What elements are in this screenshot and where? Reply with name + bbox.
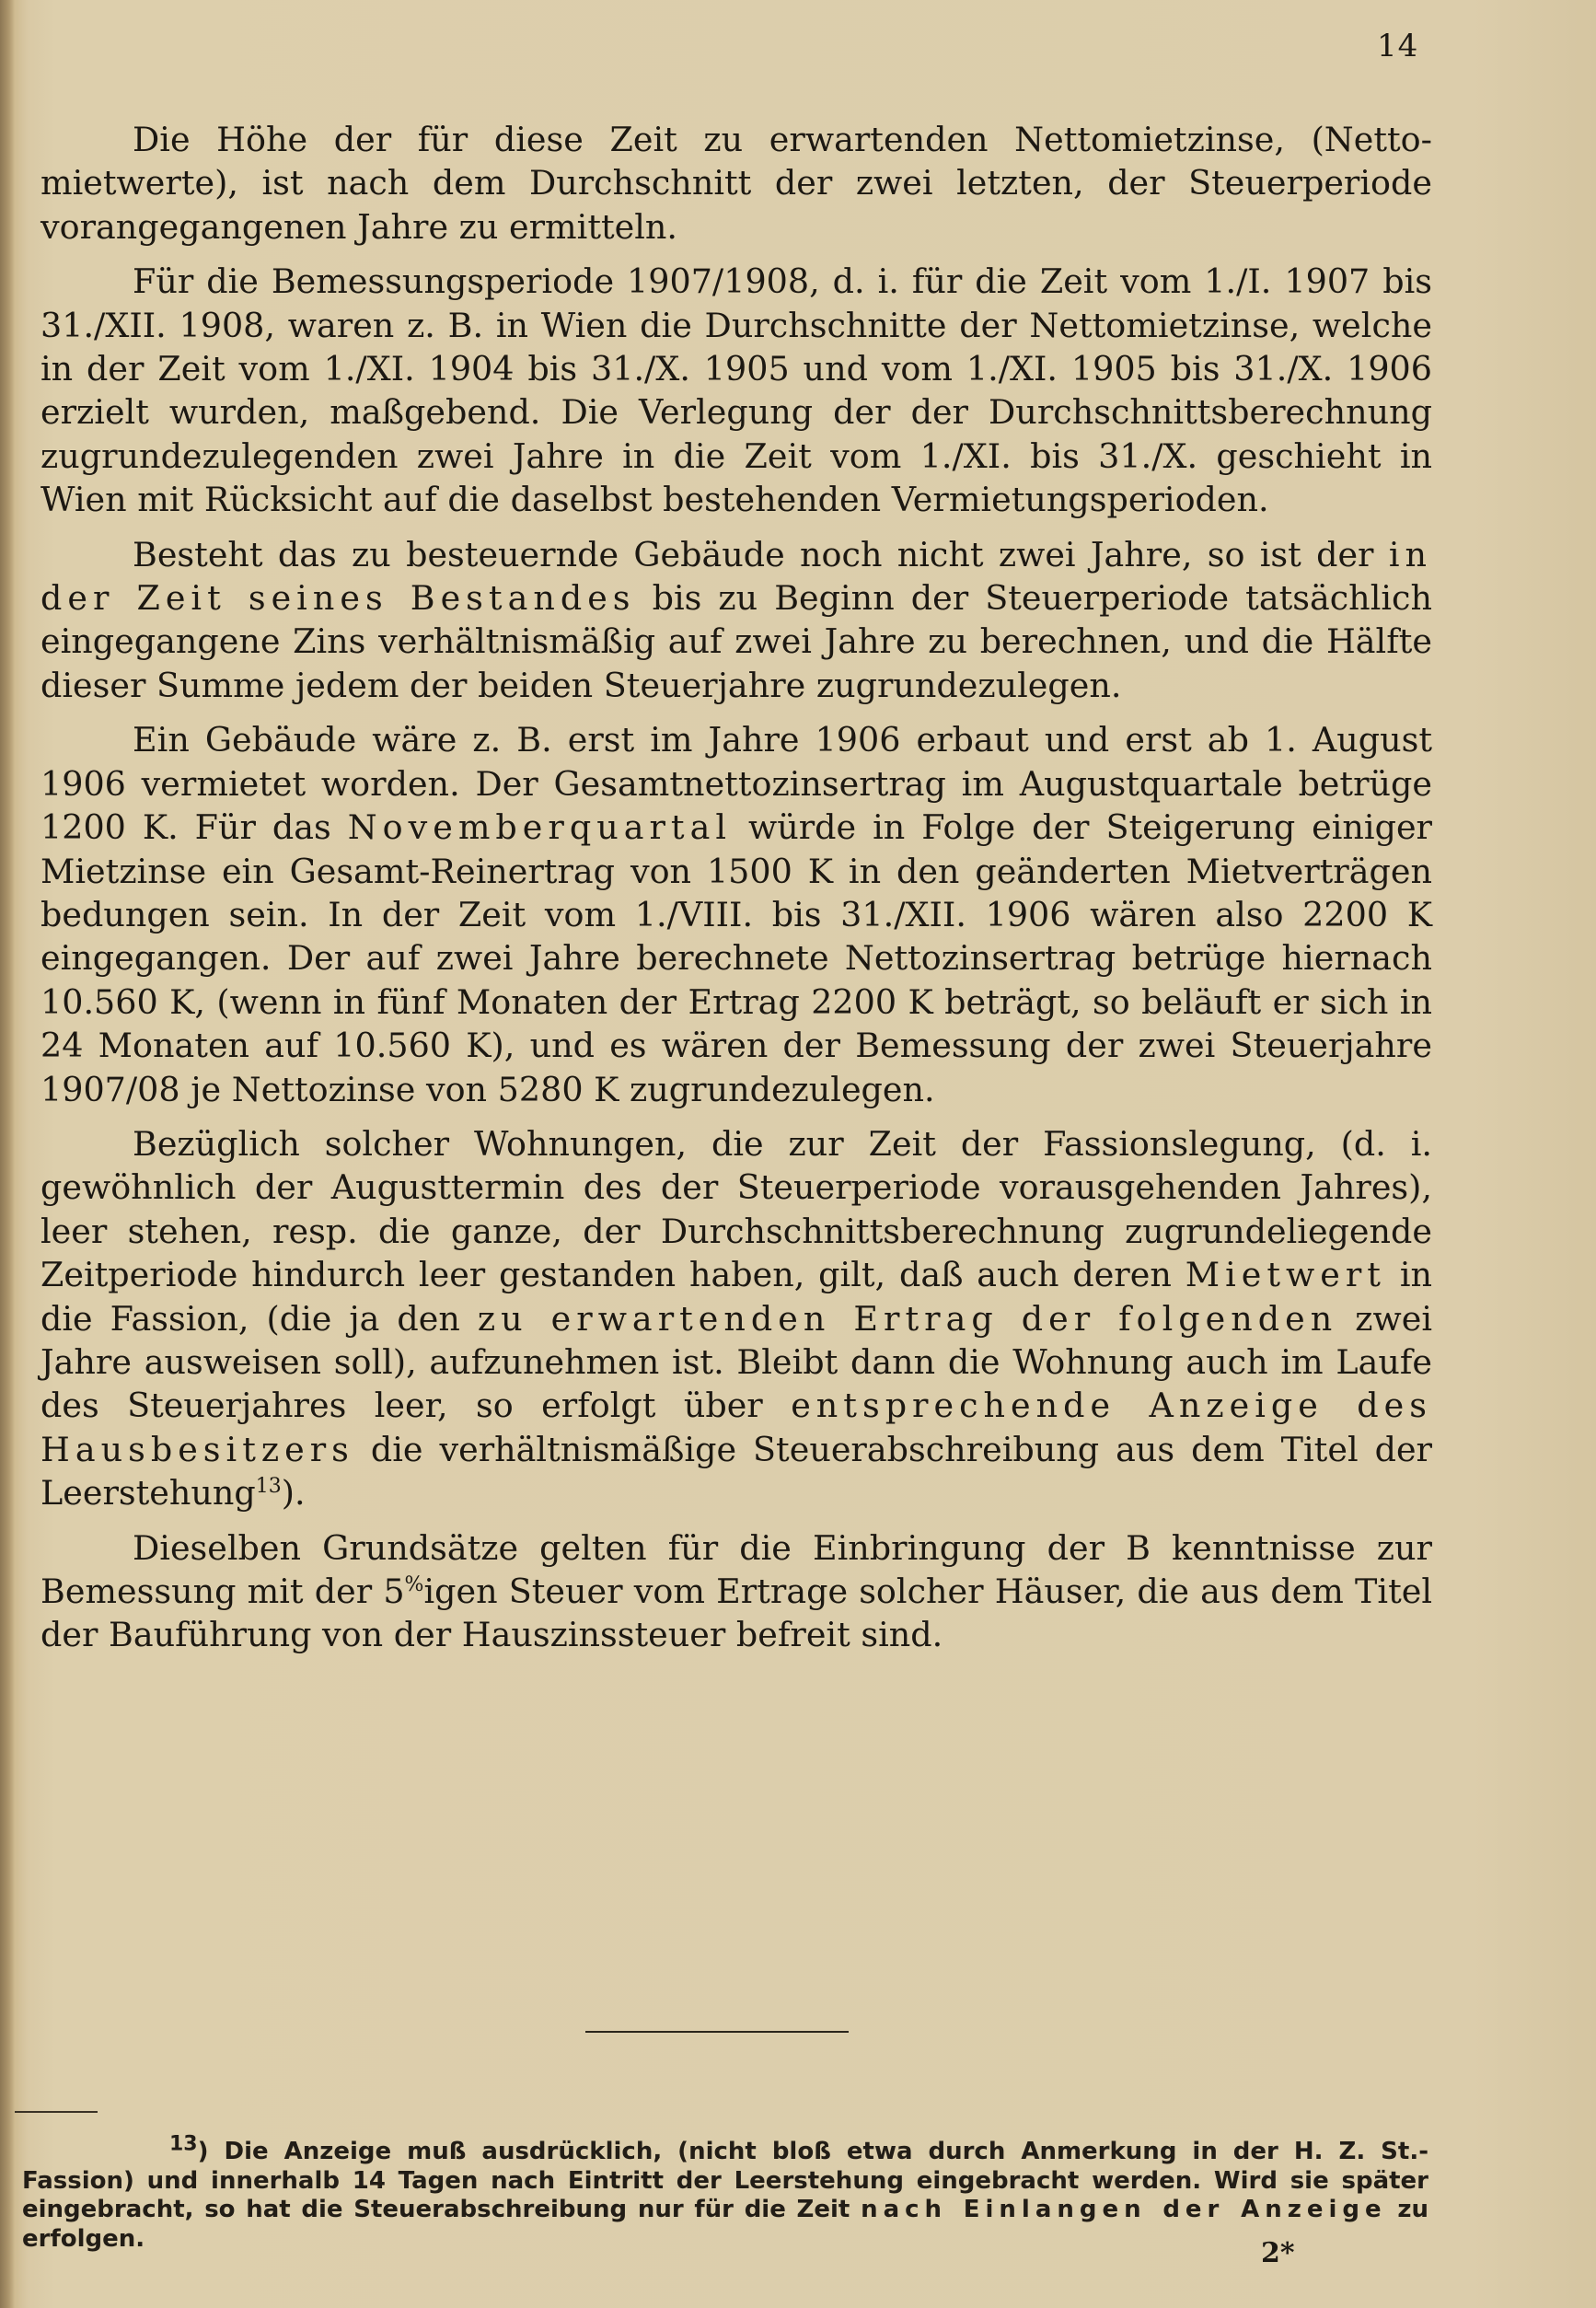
paragraph-5-text-d: die verhältnismäßige Steuerabschreibung aus dem Titel der Leerstehung [40, 1429, 1433, 1514]
paragraph-1: Die Höhe der für diese Zeit zu erwartenden Nettomietzinse, (Netto-mietwerte), ist nach dem Durchschnitt der zwei letzten, der Steuerperiode vorangegangenen Jahre zu ermitteln. [40, 120, 1432, 247]
footnote-reference[interactable]: 13 [255, 1475, 282, 1499]
page-number: 14 [1377, 28, 1419, 64]
binding-edge [0, 0, 15, 2308]
footnote-rule [15, 2111, 98, 2113]
footnote-text [22, 2132, 1428, 2254]
paragraph-3-text-a: Besteht das zu besteuernde Gebäude noch nicht zwei Jahre, so ist der [133, 534, 1374, 574]
percent-sign: % [404, 1572, 424, 1596]
section-divider [585, 2031, 849, 2033]
paragraph-4-text-a: Ein Gebäude wäre z. B. erst im Jahre 1906 erbaut und erst ab 1. August 1906 vermietet worden. Der Gesamtnettozinsertrag im Augustquartale betrüge 1200 K. Für das [40, 720, 1432, 848]
paragraph-5-text-e: ). [281, 1473, 306, 1514]
paragraph-5-emphasis-2: zu erwartenden Ertrag der folgenden [477, 1298, 1338, 1339]
body-text [40, 118, 1432, 1657]
footnote-text-a: ) Die Anzeige muß ausdrücklich, (nicht bloß etwa durch Anmerkung in der H. Z. St.-Fassion) und innerhalb 14 Tagen nach Eintritt der Leerstehung eingebracht werden. Wird sie später eingebracht, so hat die Steuerabschreibung nur für die Zeit [22, 2138, 1428, 2223]
signature-mark: 2* [1261, 2237, 1295, 2269]
paragraph-3-text-b: bis zu Beginn der Steuerperiode tatsächlich eingegangene Zins verhältnismäßig auf zwei Jahre zu berechnen, und die Hälfte dieser Summe jedem der beiden Steuerjahre zugrundezulegen. [40, 578, 1432, 705]
footnote-text-b: zu erfolgen. [22, 2196, 1428, 2253]
paragraph-3 [40, 533, 1432, 708]
paragraph-4-text-b: würde in Folge der Steigerung einiger Mietzinse ein Gesamt-Reinertrag von 1500 K in den geänderten Mietverträgen bedungen sein. In der Zeit vom 1./VIII. bis 31./XII. 1906 wären also 2200 K eingegangen. Der auf zwei Jahre berechnete Nettozinsertrag betrüge hiernach 10.560 K, (wenn in fünf Monaten der Ertrag 2200 K beträgt, so beläuft er sich in 24 Monaten auf 10.560 K), und es wären der Bemessung der zwei Steuerjahre 1907/08 je Nettozinse von 5280 K zugrundezulegen. [40, 807, 1433, 1109]
paragraph-6-text-b: igen Steuer vom Ertrage solcher Häuser, die aus dem Titel der Bauführung von der Hauszinssteuer befreit sind. [40, 1572, 1433, 1655]
paragraph-2: Für die Bemessungsperiode 1907/1908, d. i. für die Zeit vom 1./I. 1907 bis 31./XII. 1908, waren z. B. in Wien die Durchschnitte der Nettomietzinse, welche in der Zeit vom 1./XI. 1904 bis 31./X. 1905 und vom 1./XI. 1905 bis 31./X. 1906 erzielt wurden, maßgebend. Die Verlegung der der Durchschnittsberechnung zugrundezulegenden zwei Jahre in die Zeit vom 1./XI. bis 31./X. geschieht in Wien mit Rücksicht auf die daselbst bestehenden Vermietungsperioden. [40, 261, 1432, 520]
paragraph-5-text-b: in die Fassion, (die ja den [40, 1255, 1432, 1339]
footnote [22, 2132, 1428, 2254]
paragraph-5-emphasis-1: Mietwert [1185, 1255, 1386, 1295]
footnote-emphasis: nach Einlangen der Anzeige [861, 2196, 1387, 2223]
paragraph-6-text-a: Dieselben Grundsätze gelten für die Einbringung der B kenntnisse zur Bemessung mit der 5 [40, 1527, 1432, 1611]
paragraph-3-emphasis: in der Zeit seines Bestandes [40, 534, 1432, 619]
paragraph-5 [40, 1122, 1432, 1515]
footnote-marker: 13 [169, 2132, 198, 2156]
paragraph-5-text-c: zwei Jahre ausweisen soll), aufzunehmen ist. Bleibt dann die Wohnung auch im Laufe des Steuerjahres leer, so erfolgt über [40, 1298, 1432, 1426]
paragraph-4-emphasis: Novemberquartal [347, 807, 733, 848]
paragraph-4 [40, 718, 1432, 1111]
paragraph-5-emphasis-3: entsprechende Anzeige des Hausbesitzers [40, 1386, 1432, 1469]
paragraph-5-text-a: Bezüglich solcher Wohnungen, die zur Zeit der Fassionslegung, (d. i. gewöhnlich der Augusttermin des der Steuerperiode vorausgehenden Jahres), leer stehen, resp. die ganze, der Durchschnittsberechnung zugrundeliegende Zeitperiode hindurch leer gestanden haben, gilt, daß auch deren [40, 1123, 1432, 1295]
paragraph-6 [40, 1526, 1432, 1657]
